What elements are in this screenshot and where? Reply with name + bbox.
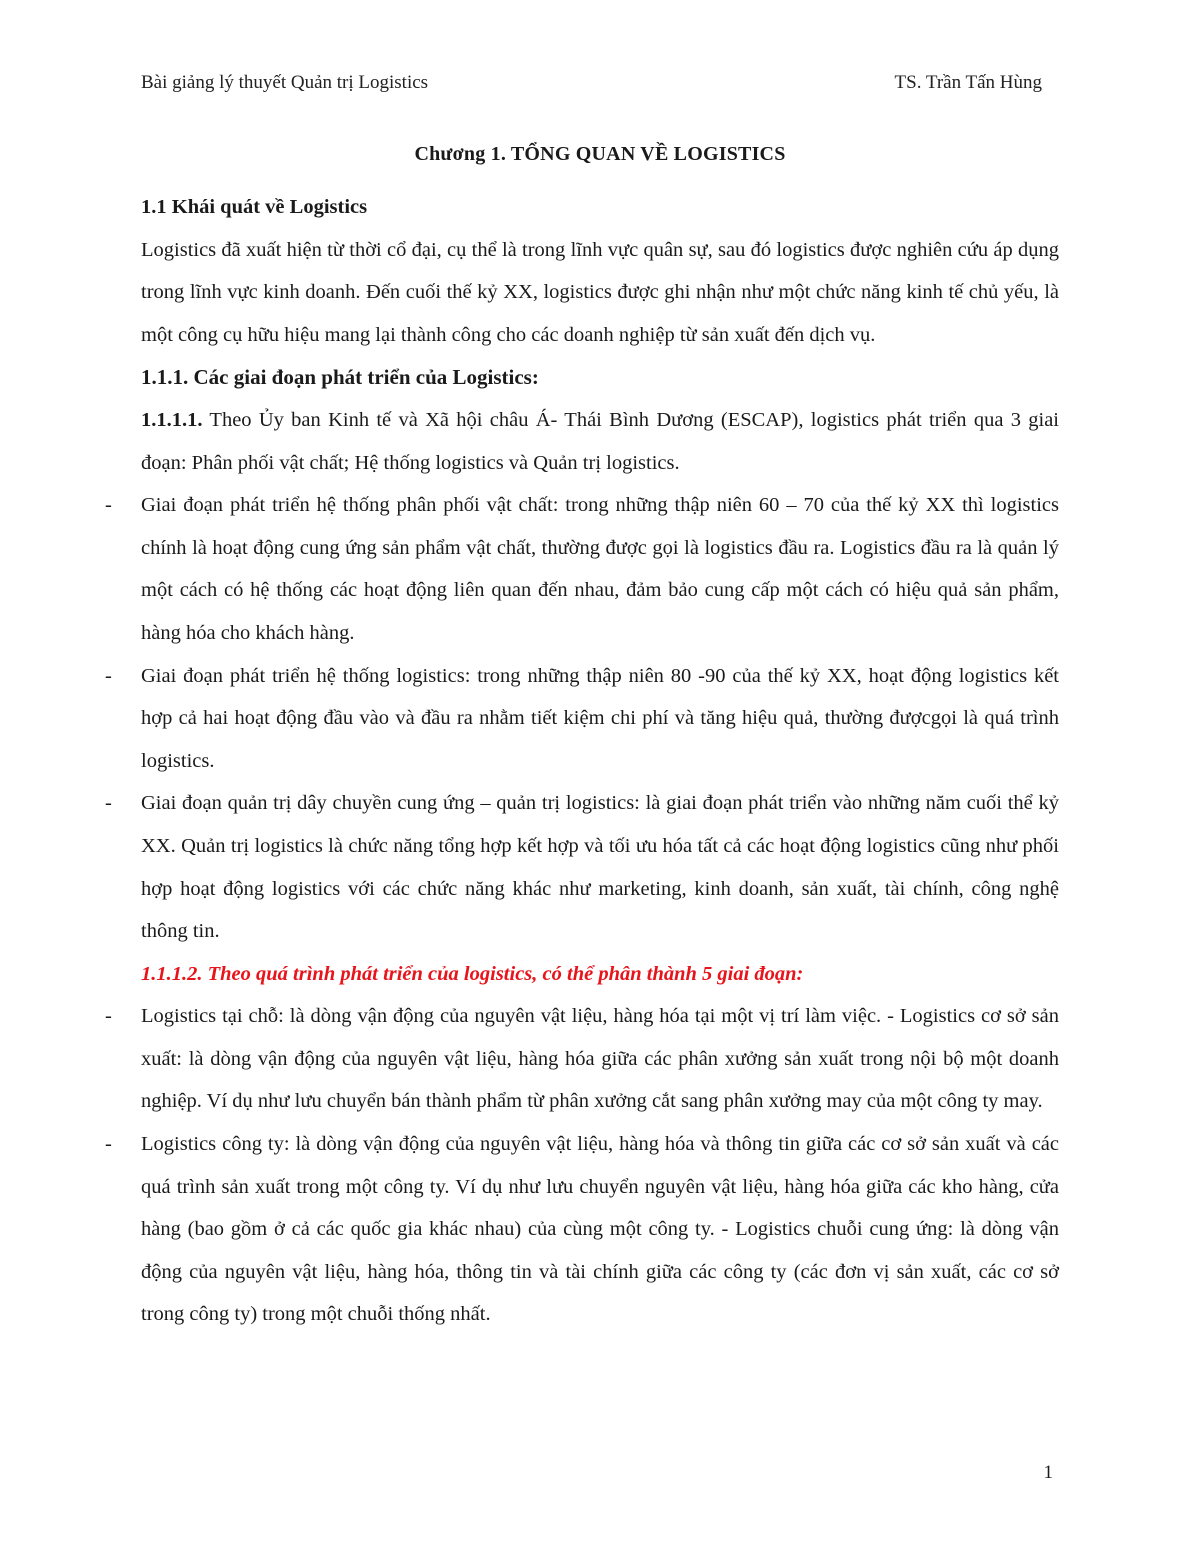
subsection-1-1-1-1 (141, 399, 1059, 484)
list-item-text: Giai đoạn phát triển hệ thống phân phối vật chất: trong những thập niên 60 – 70 của thế kỷ XX thì logistics chính là hoạt động cung ứng sản phẩm vật chất, thường được gọi là logistics đầu ra. Logistics đầu ra là quản lý một cách có hệ thống các hoạt động liên quan đến nhau, đảm bảo cung cấp một cách có hiệu quả sản phẩm, hàng hóa cho khách hàng. (141, 494, 1059, 644)
chapter-title: Chương 1. TỔNG QUAN VỀ LOGISTICS (414, 143, 786, 165)
list-item-text: Giai đoạn phát triển hệ thống logistics: trong những thập niên 80 -90 của thế kỷ XX, hoạt động logistics kết hợp cả hai hoạt động đầu vào và đầu ra nhằm tiết kiệm chi phí và tăng hiệu quả, thường đượcgọi là quá trình logistics. (141, 664, 1059, 772)
list-item (105, 484, 1059, 654)
page-number: 1 (1043, 1462, 1053, 1483)
list-item-text: Logistics tại chỗ: là dòng vận động của nguyên vật liệu, hàng hóa tại một vị trí làm việc. - Logistics cơ sở sản xuất: là dòng vận động của nguyên vật liệu, hàng hóa giữa các phân xưởng sản xuất trong nội bộ một doanh nghiệp. Ví dụ như lưu chuyển bán thành phẩm từ phân xưởng cắt sang phân xưởng may của một công ty may. (141, 1005, 1059, 1113)
list-dash: - (105, 1005, 112, 1028)
header-author: TS. Trần Tấn Hùng (894, 72, 1042, 93)
header-course-title: Bài giảng lý thuyết Quản trị Logistics (141, 72, 429, 93)
section-1-1-paragraph: Logistics đã xuất hiện từ thời cổ đại, cụ thể là trong lĩnh vực quân sự, sau đó logistics được nghiên cứu áp dụng trong lĩnh vực kinh doanh. Đến cuối thế kỷ XX, logistics được ghi nhận như một chức năng kinh tế chủ yếu, là một công cụ hữu hiệu mang lại thành công cho các doanh nghiệp từ sản xuất đến dịch vụ. (141, 238, 1059, 346)
list-item (105, 655, 1059, 783)
list-dash: - (105, 664, 112, 687)
list-item (105, 995, 1059, 1123)
subsection-number: 1.1.1.1. (141, 408, 203, 431)
page-header (141, 72, 1042, 94)
list-dash: - (105, 494, 112, 517)
subsection-text: Theo Ủy ban Kinh tế và Xã hội châu Á- Thái Bình Dương (ESCAP), logistics phát triển qua 3 giai đoạn: Phân phối vật chất; Hệ thống logistics và Quản trị logistics. (141, 408, 1059, 474)
list-item-text: Giai đoạn quản trị dây chuyền cung ứng – quản trị logistics: là giai đoạn phát triển vào những năm cuối thể kỷ XX. Quản trị logistics là chức năng tổng hợp kết hợp và tối ưu hóa tất cả các hoạt động logistics cũng như phối hợp hoạt động logistics với các chức năng khác như marketing, kinh doanh, sản xuất, tài chính, công nghệ thông tin. (141, 792, 1059, 943)
list-item (105, 782, 1059, 952)
section-heading-1-1: 1.1 Khái quát về Logistics (141, 196, 368, 218)
list-dash: - (105, 1133, 112, 1156)
section-heading-1-1-1: 1.1.1. Các giai đoạn phát triển của Logistics: (141, 365, 539, 390)
page-body (105, 186, 1059, 1336)
list-item-text: Logistics công ty: là dòng vận động của nguyên vật liệu, hàng hóa và thông tin giữa các cơ sở sản xuất và các quá trình sản xuất trong một công ty. Ví dụ như lưu chuyển nguyên vật liệu, hàng hóa giữa các kho hàng, cửa hàng (bao gồm ở cả các quốc gia khác nhau) của cùng một công ty. - Logistics chuỗi cung ứng: là dòng vận động của nguyên vật liệu, hàng hóa, thông tin và tài chính giữa các công ty (các đơn vị sản xuất, các cơ sở trong công ty) trong một chuỗi thống nhất. (141, 1133, 1059, 1326)
list-dash: - (105, 792, 112, 815)
subsection-heading-1-1-1-2: 1.1.1.2. Theo quá trình phát triển của logistics, có thể phân thành 5 giai đoạn: (141, 962, 804, 985)
list-item (105, 1123, 1059, 1336)
